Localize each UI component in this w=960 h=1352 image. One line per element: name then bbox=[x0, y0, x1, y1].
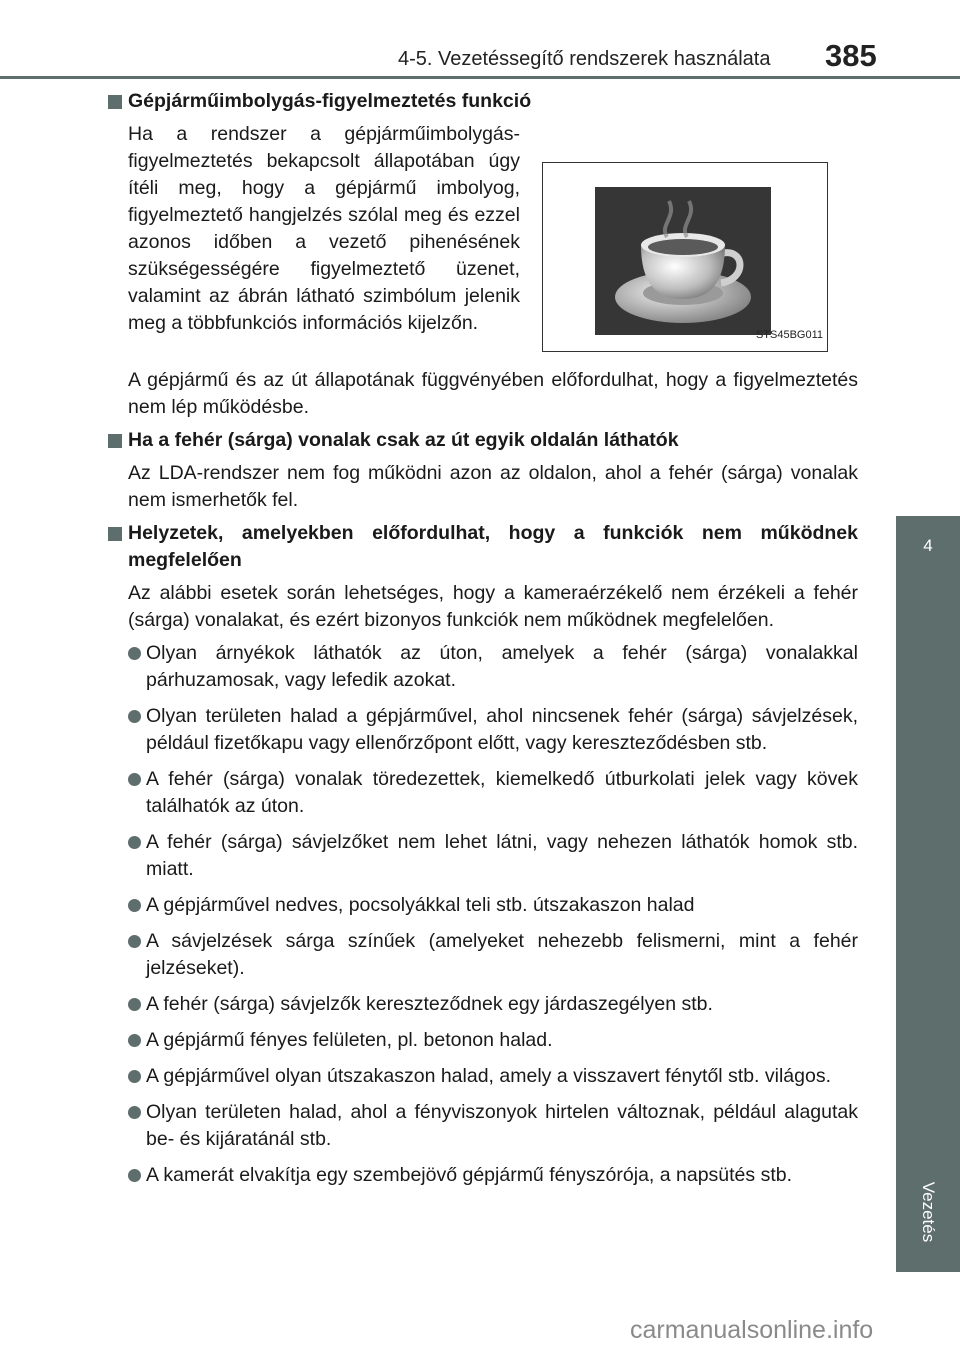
section-title: 4-5. Vezetéssegítő rendszerek használata bbox=[398, 48, 771, 70]
figure-box bbox=[542, 162, 828, 352]
list-item bbox=[106, 1063, 858, 1090]
section-heading-text: Helyzetek, amelyekben előfordulhat, hogy a funkciók nem működnek megfelelően bbox=[128, 522, 858, 571]
section-heading bbox=[106, 427, 858, 454]
list-item-text: A sávjelzések sárga színűek (amelyeket nehezebb felismerni, mint a fehér jelzéseket). bbox=[146, 930, 858, 979]
section-body: Az LDA-rendszer nem fog működni azon az oldalon, ahol a fehér (sárga) vonalak nem ismerhetők fel. bbox=[128, 462, 858, 511]
watermark: carmanualsonline.info bbox=[630, 1316, 874, 1344]
bullet-dot-icon bbox=[128, 1169, 141, 1182]
chapter-label: Vezetés bbox=[919, 1181, 938, 1243]
bullet-dot-icon bbox=[128, 1106, 141, 1119]
bullet-dot-icon bbox=[128, 899, 141, 912]
list-item-text: A fehér (sárga) sávjelzőket nem lehet látni, vagy nehezen láthatók homok stb. miatt. bbox=[146, 831, 858, 880]
square-bullet-icon bbox=[108, 95, 122, 109]
header-divider bbox=[0, 76, 960, 79]
coffee-cup-icon bbox=[595, 187, 771, 335]
list-item bbox=[106, 928, 858, 982]
list-item-text: Olyan árnyékok láthatók az úton, amelyek a fehér (sárga) vonalakkal párhuzamosak, vagy lefedik azokat. bbox=[146, 642, 858, 691]
section-heading bbox=[106, 88, 858, 115]
section-body: Az alábbi esetek során lehetséges, hogy a kameraérzékelő nem érzékeli a fehér (sárga) vonalakat, és ezért bizonyos funkciók nem működnek megfelelően. bbox=[128, 582, 858, 631]
bullet-dot-icon bbox=[128, 647, 141, 660]
figure-code: STS45BG011 bbox=[755, 329, 823, 341]
bullet-dot-icon bbox=[128, 1070, 141, 1083]
section-heading-text: Ha a fehér (sárga) vonalak csak az út egyik oldalán láthatók bbox=[128, 429, 679, 451]
list-item bbox=[106, 640, 858, 694]
bullet-dot-icon bbox=[128, 935, 141, 948]
intro-block bbox=[106, 121, 858, 361]
list-item bbox=[106, 703, 858, 757]
page-header bbox=[0, 0, 960, 82]
list-item-text: Olyan területen halad a gépjárművel, ahol nincsenek fehér (sárga) sávjelzések, például fizetőkapu vagy ellenőrzőpont előtt, vagy kereszteződésben stb. bbox=[146, 705, 858, 754]
list-item bbox=[106, 829, 858, 883]
list-item bbox=[106, 766, 858, 820]
intro-text: Ha a rendszer a gépjárműimbolygás-figyelmeztetés bekapcsolt állapotában úgy ítéli meg, hogy a gépjármű imbolyog, figyelmeztető hangjelzés szólal meg és ezzel azonos időben a vezető pihenésének szükségességére figyelmeztető üzenet, valamint az ábrán látható szimbólum jelenik meg a többfunkciós információs kijelzőn. bbox=[128, 123, 520, 334]
list-item bbox=[106, 892, 858, 919]
bullet-dot-icon bbox=[128, 998, 141, 1011]
list-item-text: Olyan területen halad, ahol a fényviszonyok hirtelen változnak, például alagutak be- és kijáratánál stb. bbox=[146, 1101, 858, 1150]
list-item-text: A kamerát elvakítja egy szembejövő gépjármű fényszórója, a napsütés stb. bbox=[146, 1164, 793, 1186]
coffee-cup-illustration bbox=[595, 187, 771, 335]
list-item-text: A fehér (sárga) vonalak töredezettek, kiemelkedő útburkolati jelek vagy kövek találhatók az úton. bbox=[146, 768, 858, 817]
list-item-text: A gépjárművel nedves, pocsolyákkal teli stb. útszakaszon halad bbox=[146, 894, 695, 916]
section-heading-text: Gépjárműimbolygás-figyelmeztetés funkció bbox=[128, 90, 532, 112]
bullet-dot-icon bbox=[128, 1034, 141, 1047]
list-item-text: A gépjárművel olyan útszakaszon halad, amely a visszavert fénytől stb. világos. bbox=[146, 1065, 832, 1087]
list-item bbox=[106, 1162, 858, 1189]
bullet-dot-icon bbox=[128, 836, 141, 849]
page-content bbox=[106, 88, 858, 1198]
chapter-tab bbox=[896, 516, 960, 572]
list-item-text: A fehér (sárga) sávjelzők kereszteződnek egy járdaszegélyen stb. bbox=[146, 993, 713, 1015]
list-item bbox=[106, 1099, 858, 1153]
section-body: A gépjármű és az út állapotának függvényében előfordulhat, hogy a figyelmeztetés nem lép működésbe. bbox=[128, 369, 858, 418]
square-bullet-icon bbox=[108, 527, 122, 541]
bullet-dot-icon bbox=[128, 773, 141, 786]
list-item bbox=[106, 1027, 858, 1054]
chapter-number: 4 bbox=[923, 536, 933, 555]
list-item bbox=[106, 991, 858, 1018]
bullet-dot-icon bbox=[128, 710, 141, 723]
section-heading bbox=[106, 520, 858, 574]
page-number: 385 bbox=[825, 38, 877, 73]
chapter-side-bar bbox=[896, 572, 960, 1272]
list-item-text: A gépjármű fényes felületen, pl. betonon halad. bbox=[146, 1029, 553, 1051]
square-bullet-icon bbox=[108, 434, 122, 448]
